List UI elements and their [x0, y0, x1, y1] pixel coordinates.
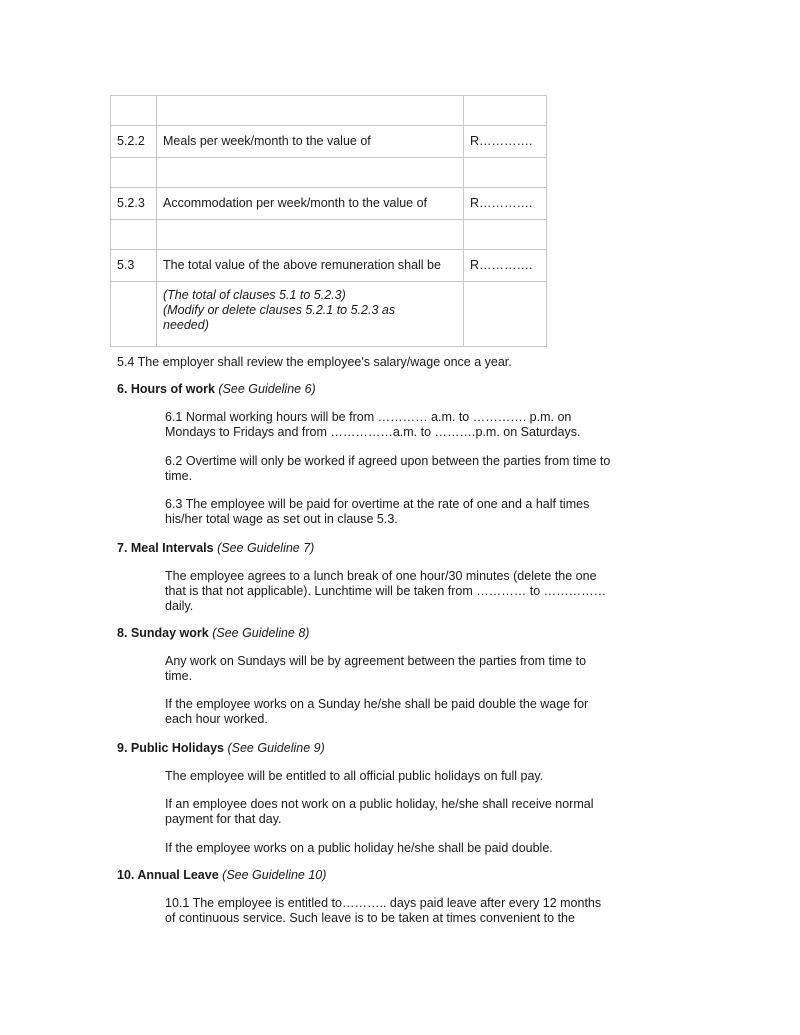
note-line: (Modify or delete clauses 5.2.1 to 5.2.3 as — [163, 303, 396, 317]
paragraph-line: 6.2 Overtime will only be worked if agreed upon between the parties from time to — [165, 454, 611, 468]
clause-9-2 — [165, 797, 645, 827]
paragraph-line: payment for that day. — [165, 812, 282, 826]
table-row — [111, 220, 547, 250]
paragraph-line: daily. — [165, 599, 194, 613]
table-cell-value — [464, 282, 547, 347]
paragraph-line: The employee will be entitled to all official public holidays on full pay. — [165, 769, 544, 783]
paragraph-line: time. — [165, 469, 193, 483]
table-cell-number — [111, 282, 157, 347]
paragraph-line: time. — [165, 669, 193, 683]
paragraph-line: each hour worked. — [165, 712, 268, 726]
section-title: 9. Public Holidays — [117, 741, 224, 755]
paragraph-line: that is that not applicable). Lunchtime will be taken from ………… to …………… — [165, 584, 607, 598]
clause-9-3 — [165, 841, 645, 856]
table-cell-description — [157, 96, 464, 126]
section-heading-hours — [117, 382, 316, 397]
paragraph-line: of continuous service. Such leave is to be taken at times convenient to the — [165, 911, 575, 925]
table-cell-value — [464, 220, 547, 250]
table-row — [111, 250, 547, 282]
note-line: (The total of clauses 5.1 to 5.2.3) — [163, 288, 346, 302]
table-cell-value: R…………. — [464, 126, 547, 158]
table-row — [111, 126, 547, 158]
table-cell-value: R…………. — [464, 188, 547, 220]
paragraph-line: The employee agrees to a lunch break of one hour/30 minutes (delete the one — [165, 569, 597, 583]
clause-6-3 — [165, 497, 645, 527]
table-cell-number: 5.3 — [111, 250, 157, 282]
table-cell-number — [111, 96, 157, 126]
note-line: needed) — [163, 318, 209, 332]
guideline-reference: (See Guideline 7) — [217, 541, 315, 555]
table-cell-value: R…………. — [464, 250, 547, 282]
paragraph-line: If an employee does not work on a public holiday, he/she shall receive normal — [165, 797, 594, 811]
table-row — [111, 96, 547, 126]
table-cell-value — [464, 96, 547, 126]
table-row-note — [111, 282, 547, 347]
clause-6-2 — [165, 454, 645, 484]
table-cell-description: Accommodation per week/month to the value of — [157, 188, 464, 220]
clause-7 — [165, 569, 645, 614]
paragraph-line: If the employee works on a public holiday he/she shall be paid double. — [165, 841, 553, 855]
paragraph-line: 6.1 Normal working hours will be from ………… a.m. to …………. p.m. on — [165, 410, 572, 424]
section-title: 7. Meal Intervals — [117, 541, 214, 555]
table-cell-number — [111, 220, 157, 250]
guideline-reference: (See Guideline 10) — [222, 868, 327, 882]
table-cell-description — [157, 158, 464, 188]
paragraph-line: his/her total wage as set out in clause 5.3. — [165, 512, 398, 526]
guideline-reference: (See Guideline 8) — [212, 626, 310, 640]
clause-9-1 — [165, 769, 645, 784]
section-heading-sunday-work — [117, 626, 309, 641]
table-row — [111, 158, 547, 188]
section-title: 10. Annual Leave — [117, 868, 219, 882]
paragraph-line: 10.1 The employee is entitled to……….. days paid leave after every 12 months — [165, 896, 602, 910]
table-row — [111, 188, 547, 220]
guideline-reference: (See Guideline 9) — [227, 741, 325, 755]
table-cell-number — [111, 158, 157, 188]
clause-6-1 — [165, 410, 645, 440]
paragraph-line: Any work on Sundays will be by agreement between the parties from time to — [165, 654, 587, 668]
section-title: 6. Hours of work — [117, 382, 215, 396]
clause-8-2 — [165, 697, 645, 727]
section-title: 8. Sunday work — [117, 626, 209, 640]
guideline-reference: (See Guideline 6) — [218, 382, 316, 396]
clause-8-1 — [165, 654, 645, 684]
table-cell-description: Meals per week/month to the value of — [157, 126, 464, 158]
table-cell-number: 5.2.3 — [111, 188, 157, 220]
table-cell-description: The total value of the above remuneration shall be — [157, 250, 464, 282]
paragraph-line: If the employee works on a Sunday he/she shall be paid double the wage for — [165, 697, 589, 711]
remuneration-table — [110, 95, 547, 347]
table-note — [157, 282, 464, 347]
table-cell-description — [157, 220, 464, 250]
paragraph-line: Mondays to Fridays and from ……………a.m. to ……….p.m. on Saturdays. — [165, 425, 581, 439]
clause-10-1 — [165, 896, 645, 926]
section-heading-public-holidays — [117, 741, 325, 756]
table-cell-value — [464, 158, 547, 188]
clause-5-4: 5.4 The employer shall review the employee's salary/wage once a year. — [117, 355, 512, 369]
table-cell-number: 5.2.2 — [111, 126, 157, 158]
section-heading-meal-intervals — [117, 541, 314, 556]
section-heading-annual-leave — [117, 868, 326, 883]
paragraph-line: 6.3 The employee will be paid for overtime at the rate of one and a half times — [165, 497, 590, 511]
